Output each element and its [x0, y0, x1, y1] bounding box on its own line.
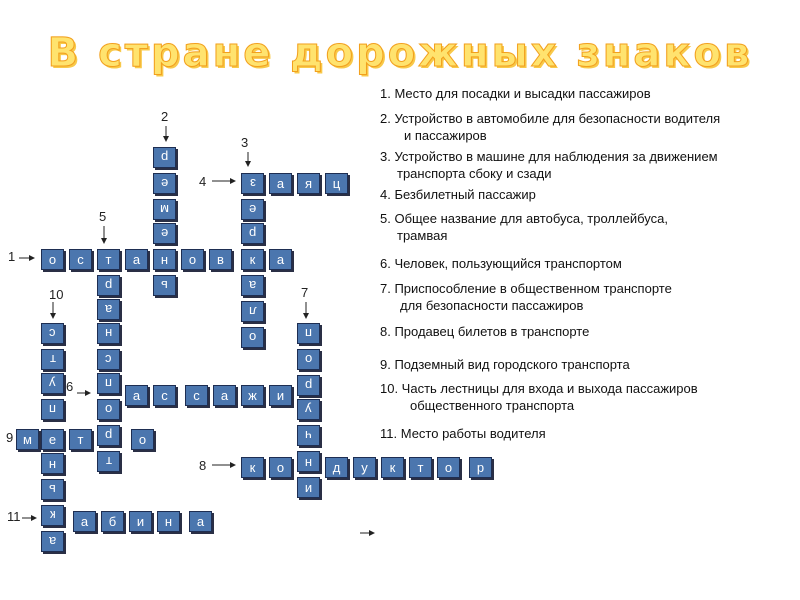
clue-text: 8. Продавец билетов в транспорте: [380, 324, 590, 339]
clue-1: [380, 85, 651, 102]
clue-10: [380, 380, 698, 414]
cell-letter: о: [276, 460, 285, 475]
grid-cell[interactable]: [69, 429, 92, 450]
cell-letter: с: [161, 388, 168, 403]
cell-letter: т: [77, 432, 84, 447]
cell-letter: д: [332, 460, 341, 475]
cell-letter: с: [193, 388, 200, 403]
cell-letter: у: [361, 460, 368, 475]
cell-letter: н: [104, 326, 113, 341]
clue-text-cont: трамвая: [397, 228, 448, 243]
grid-cell[interactable]: [153, 249, 176, 270]
grid-cell[interactable]: [153, 173, 176, 194]
cell-letter: а: [104, 302, 113, 317]
grid-cell[interactable]: [469, 457, 492, 478]
grid-cell[interactable]: [209, 249, 232, 270]
clue-text: 10. Часть лестницы для входа и выхода пассажиров: [380, 381, 698, 396]
cell-letter: ь: [49, 482, 56, 497]
grid-cell[interactable]: [69, 249, 92, 270]
cell-letter: м: [160, 202, 169, 217]
grid-cell[interactable]: [97, 275, 120, 296]
clue-6: [380, 255, 622, 272]
grid-cell[interactable]: [185, 385, 208, 406]
clue-text: 1. Место для посадки и высадки пассажиров: [380, 86, 651, 101]
cell-letter: з: [249, 176, 256, 191]
grid-cell[interactable]: [269, 385, 292, 406]
cell-letter: и: [136, 514, 145, 529]
grid-cell[interactable]: [41, 429, 64, 450]
cell-letter: л: [248, 304, 257, 319]
clue-number-9: 9: [6, 430, 14, 445]
grid-cell[interactable]: [97, 425, 120, 446]
grid-cell[interactable]: [189, 511, 212, 532]
grid-cell[interactable]: [241, 301, 264, 322]
clue-text-cont: для безопасности пассажиров: [400, 298, 584, 313]
cell-letter: с: [49, 326, 56, 341]
grid-cell[interactable]: [97, 349, 120, 370]
clue-text: 5. Общее название для автобуса, троллейбуса,: [380, 211, 668, 226]
cell-letter: у: [305, 402, 312, 417]
grid-cell[interactable]: [409, 457, 432, 478]
clue-number-2: 2: [161, 109, 169, 124]
clue-2: [380, 110, 720, 144]
cell-letter: в: [217, 252, 224, 267]
grid-cell[interactable]: [41, 249, 64, 270]
cell-letter: а: [276, 252, 285, 267]
grid-cell[interactable]: [97, 323, 120, 344]
grid-cell[interactable]: [213, 385, 236, 406]
grid-cell[interactable]: [41, 531, 64, 552]
clue-text: 2. Устройство в автомобиле для безопасности водителя: [380, 111, 721, 126]
grid-cell[interactable]: [381, 457, 404, 478]
grid-cell[interactable]: [153, 147, 176, 168]
grid-cell[interactable]: [297, 451, 320, 472]
cell-letter: а: [132, 388, 141, 403]
clue-number-6: 6: [66, 379, 74, 394]
cell-letter: н: [48, 456, 57, 471]
cell-letter: т: [417, 460, 424, 475]
grid-cell[interactable]: [437, 457, 460, 478]
grid-cell[interactable]: [325, 173, 348, 194]
cell-letter: т: [105, 454, 112, 469]
grid-cell[interactable]: [269, 173, 292, 194]
grid-cell[interactable]: [125, 385, 148, 406]
grid-cell[interactable]: [241, 275, 264, 296]
grid-cell[interactable]: [41, 505, 64, 526]
grid-cell[interactable]: [181, 249, 204, 270]
cell-letter: е: [160, 176, 169, 191]
grid-cell[interactable]: [125, 249, 148, 270]
clue-text: 3. Устройство в машине для наблюдения за движением: [380, 149, 718, 164]
grid-cell[interactable]: [129, 511, 152, 532]
grid-cell[interactable]: [97, 373, 120, 394]
cell-letter: а: [276, 176, 285, 191]
clue-number-4: 4: [199, 174, 207, 189]
cell-letter: ч: [305, 428, 312, 443]
grid-cell[interactable]: [241, 457, 264, 478]
cell-letter: к: [249, 460, 256, 475]
cell-letter: я: [304, 176, 313, 191]
cell-letter: б: [108, 514, 117, 529]
clue-11: [380, 425, 546, 442]
grid-cell[interactable]: [153, 199, 176, 220]
cell-letter: и: [276, 388, 285, 403]
cell-letter: ж: [248, 388, 257, 403]
grid-cell[interactable]: [297, 349, 320, 370]
cell-letter: о: [444, 460, 453, 475]
grid-cell[interactable]: [41, 323, 64, 344]
cell-letter: о: [138, 432, 147, 447]
grid-cell[interactable]: [101, 511, 124, 532]
clue-text: 6. Человек, пользующийся транспортом: [380, 256, 622, 271]
grid-cell[interactable]: [353, 457, 376, 478]
page-title: В стране дорожных знаков: [47, 30, 753, 76]
grid-cell[interactable]: [269, 249, 292, 270]
cell-letter: а: [80, 514, 89, 529]
clue-number-11: 11: [7, 509, 21, 524]
clue-number-8: 8: [199, 458, 207, 473]
cell-letter: ь: [161, 278, 168, 293]
grid-cell[interactable]: [153, 385, 176, 406]
grid-cell[interactable]: [153, 275, 176, 296]
cell-letter: с: [77, 252, 84, 267]
grid-cell[interactable]: [41, 479, 64, 500]
cell-letter: п: [48, 402, 57, 417]
clue-3: [380, 148, 718, 182]
clue-5: [380, 210, 668, 244]
cell-letter: и: [304, 480, 313, 495]
clue-text: 9. Подземный вид городского транспорта: [380, 357, 630, 372]
grid-cell[interactable]: [41, 453, 64, 474]
grid-cell[interactable]: [97, 299, 120, 320]
cell-letter: н: [160, 252, 169, 267]
grid-cell[interactable]: [97, 399, 120, 420]
grid-cell[interactable]: [297, 399, 320, 420]
grid-cell[interactable]: [153, 223, 176, 244]
clue-text: 7. Приспособление в общественном транспорте: [380, 281, 672, 296]
clue-7: [380, 280, 672, 314]
cell-letter: а: [132, 252, 141, 267]
grid-cell[interactable]: [241, 327, 264, 348]
clue-number-1: 1: [8, 249, 16, 264]
cell-letter: а: [48, 534, 57, 549]
cell-letter: с: [105, 352, 112, 367]
cell-letter: н: [164, 514, 173, 529]
grid-cell[interactable]: [131, 429, 154, 450]
cell-letter: р: [160, 150, 169, 165]
grid-cell[interactable]: [241, 223, 264, 244]
cell-letter: е: [248, 202, 257, 217]
clue-9: [380, 356, 630, 373]
grid-cell[interactable]: [16, 429, 39, 450]
grid-cell[interactable]: [157, 511, 180, 532]
cell-letter: р: [104, 278, 113, 293]
cell-letter: к: [49, 508, 56, 523]
grid-cell[interactable]: [97, 451, 120, 472]
cell-letter: м: [23, 432, 32, 447]
grid-cell[interactable]: [241, 173, 264, 194]
cell-letter: о: [48, 252, 57, 267]
clue-text-cont: общественного транспорта: [410, 398, 575, 413]
cell-letter: у: [49, 376, 56, 391]
grid-cell[interactable]: [97, 249, 120, 270]
grid-cell[interactable]: [325, 457, 348, 478]
grid-cell[interactable]: [73, 511, 96, 532]
cell-letter: о: [248, 330, 257, 345]
clue-text: 11. Место работы водителя: [380, 426, 546, 441]
clue-text-cont: транспорта сбоку и сзади: [397, 166, 552, 181]
grid-cell[interactable]: [297, 477, 320, 498]
grid-cell[interactable]: [297, 425, 320, 446]
cell-letter: р: [304, 378, 313, 393]
grid-cell[interactable]: [297, 173, 320, 194]
cell-letter: о: [188, 252, 197, 267]
cell-letter: а: [248, 278, 257, 293]
cell-letter: а: [196, 514, 205, 529]
cell-letter: к: [389, 460, 396, 475]
clue-text: 4. Безбилетный пассажир: [380, 187, 536, 202]
cell-letter: о: [304, 352, 313, 367]
clue-4: [380, 186, 536, 203]
grid-cell[interactable]: [241, 249, 264, 270]
cell-letter: н: [304, 454, 313, 469]
clue-number-3: 3: [241, 135, 249, 150]
clue-text-cont: и пассажиров: [404, 128, 487, 143]
cell-letter: р: [104, 428, 113, 443]
cell-letter: р: [248, 226, 257, 241]
clue-number-7: 7: [301, 285, 309, 300]
cell-letter: к: [249, 252, 256, 267]
grid-cell[interactable]: [297, 375, 320, 396]
cell-letter: р: [476, 460, 485, 475]
cell-letter: п: [104, 376, 113, 391]
cell-letter: ц: [332, 176, 341, 191]
grid-cell[interactable]: [269, 457, 292, 478]
grid-cell[interactable]: [297, 323, 320, 344]
grid-cell[interactable]: [41, 399, 64, 420]
cell-letter: о: [104, 402, 113, 417]
cell-letter: е: [48, 432, 57, 447]
cell-letter: п: [304, 326, 313, 341]
cell-letter: т: [105, 252, 112, 267]
cell-letter: е: [160, 226, 169, 241]
clue-8: [380, 323, 589, 340]
cell-letter: а: [220, 388, 229, 403]
grid-cell[interactable]: [241, 199, 264, 220]
grid-cell[interactable]: [241, 385, 264, 406]
grid-cell[interactable]: [41, 349, 64, 370]
clue-number-5: 5: [99, 209, 107, 224]
grid-cell[interactable]: [41, 373, 64, 394]
clue-number-10: 10: [49, 287, 64, 302]
cell-letter: т: [49, 352, 56, 367]
